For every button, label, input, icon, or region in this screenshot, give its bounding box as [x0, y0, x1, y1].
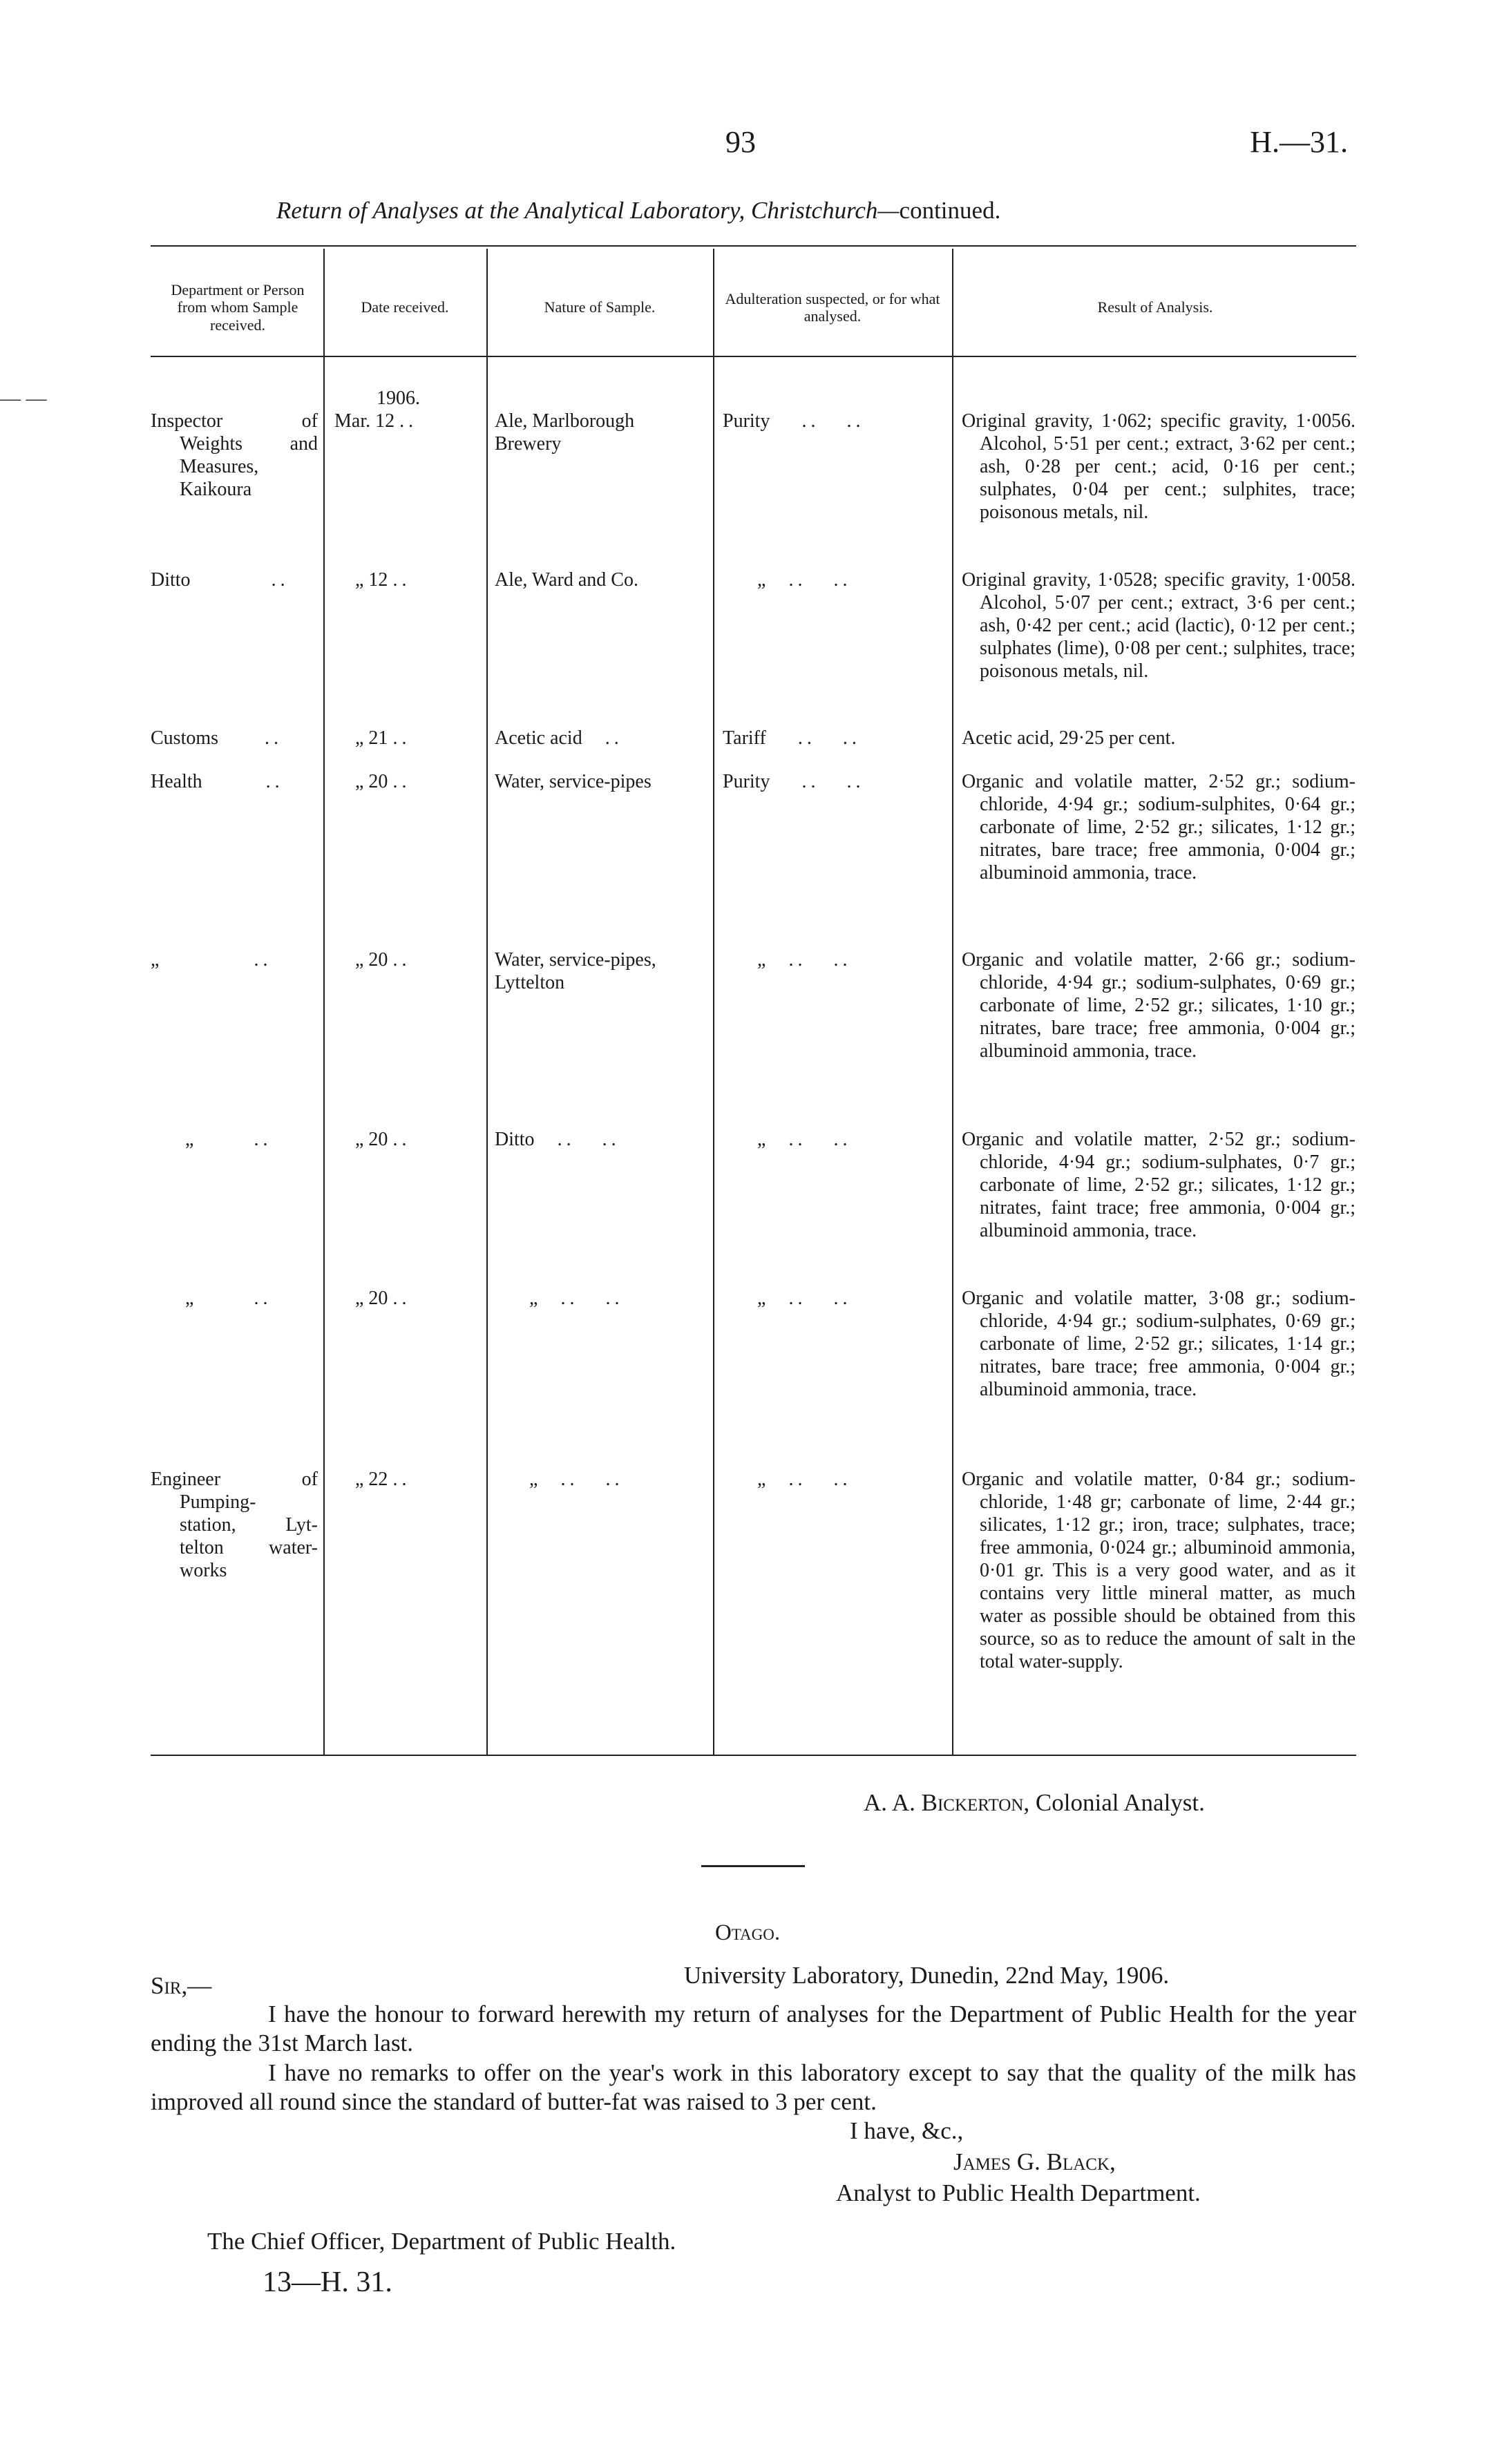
table-row-nature: Ale, Ward and Co. — [495, 569, 638, 591]
table-row-purpose: „ .. .. — [757, 1469, 852, 1490]
letter-signer-title: Analyst to Public Health Department. — [836, 2179, 1201, 2206]
table-row-dept: Health .. — [151, 771, 284, 792]
table-row-purpose: „ .. .. — [757, 949, 852, 971]
title-main: Return of Analyses at the Analytical Laboratory, Christchurch— — [276, 197, 900, 224]
letter-closing: I have, &c., — [850, 2117, 964, 2144]
letter-addressee: The Chief Officer, Department of Public Health. — [207, 2228, 676, 2255]
column-divider — [323, 249, 325, 1755]
letter-heading: Otago. — [715, 1920, 781, 1945]
table-row-purpose: „ .. .. — [757, 1288, 852, 1309]
title-continued: continued. — [899, 197, 1001, 224]
col-header-department: Department or Person from whom Sample received. — [171, 281, 305, 334]
table-row-dept: „ .. — [185, 1129, 272, 1150]
table-row-dept: Ditto .. — [151, 569, 289, 591]
section-divider — [701, 1865, 805, 1867]
column-divider — [952, 249, 953, 1755]
table-row-date: Mar. 12 .. — [334, 410, 418, 432]
table-row-date: „ 20 .. — [355, 1288, 411, 1309]
table-row-date: „ 20 .. — [355, 949, 411, 971]
table-row-date: „ 21 .. — [355, 727, 411, 749]
letter-signer: James G. Black, — [953, 2148, 1116, 2175]
letter-paragraph: I have no remarks to offer on the year's work in this laboratory except to say that the quality of the milk has improved all round since the standard of butter-fat was raised to 3 per cent. — [151, 2059, 1356, 2115]
table-row-dept: „ .. — [185, 1288, 272, 1309]
table-row-result: Organic and volatile matter, 3·08 gr.; sodium-chloride, 4·94 gr.; sodium-sulphates, 0·69 gr.; carbonate of lime, 2·52 gr.; silicates, 1·14 gr.; nitrates, bare trace; free ammonia, 0·004 gr.; albuminoid ammonia, trace. — [962, 1288, 1356, 1400]
col-header-date: Date received. — [361, 298, 449, 316]
table-title — [276, 197, 1244, 225]
letter-salutation: Sir,— — [151, 1972, 212, 1999]
column-divider — [713, 249, 714, 1755]
table-row-result: Organic and volatile matter, 2·66 gr.; sodium-chloride, 4·94 gr.; sodium-sulphates, 0·69 gr.; carbonate of lime, 2·52 gr.; silicates, 1·10 gr.; nitrates, bare trace; free ammonia, 0·004 gr.; albuminoid ammonia, trace. — [962, 949, 1356, 1062]
header-bottom-rule — [151, 356, 1356, 357]
table-row-nature: Acetic acid .. — [495, 727, 623, 749]
table-row-date: „ 20 .. — [355, 1129, 411, 1150]
document-reference: 13—H. 31. — [263, 2266, 392, 2298]
table-row-date: „ 22 .. — [355, 1469, 411, 1490]
table-row-nature: Water, service-pipes, Lyttelton — [495, 949, 656, 993]
letter-paragraph: I have the honour to forward herewith my return of analyses for the Department of Public Health for the year ending the 31st March last. — [151, 2000, 1356, 2056]
table-row-purpose: Tariff .. .. — [723, 727, 861, 749]
table-row-nature: Ditto .. .. — [495, 1129, 620, 1150]
table-row-result: Organic and volatile matter, 2·52 gr.; sodium-chloride, 4·94 gr.; sodium-sulphates, 0·7 gr.; carbonate of lime, 2·52 gr.; silicates, 1·12 gr.; nitrates, faint trace; free ammonia, 0·004 gr.; albuminoid ammonia, trace. — [962, 1129, 1356, 1241]
col-header-result: Result of Analysis. — [1097, 298, 1213, 316]
col-header-adulteration: Adulteration suspected, or for what analysed. — [725, 289, 940, 325]
table-row-result: Original gravity, 1·062; specific gravity, 1·0056. Alcohol, 5·51 per cent.; extract, 3·62 per cent.; ash, 0·28 per cent.; acid, 0·16 per cent.; sulphates, 0·04 per cent.; sulphites, trace; poisonous metals, nil. — [962, 410, 1356, 523]
table-row-dept: Engineer of Pumping- station, Lyt- telton water- works — [151, 1469, 318, 1581]
table-row-date: „ 20 .. — [355, 771, 411, 792]
column-divider — [486, 249, 488, 1755]
table-row-purpose: Purity .. .. — [723, 771, 865, 792]
table-row-result: Acetic acid, 29·25 per cent. — [962, 727, 1176, 749]
col-header-nature: Nature of Sample. — [544, 298, 656, 316]
table-row-result: Organic and volatile matter, 0·84 gr.; sodium-chloride, 1·48 gr; carbonate of lime, 2·44 gr.; silicates, 1·12 gr.; iron, trace; sulphates, trace; free ammonia, 0·024 gr.; albuminoid ammonia, 0·01 gr. This is a very good water, and as it contains very little mineral matter, as much water as possible should be obtained from this source, so as to reduce the amount of salt in the total water-supply. — [962, 1469, 1356, 1672]
table-bottom-rule — [151, 1755, 1356, 1756]
table-row-dept: „ .. — [151, 949, 272, 971]
margin-mark: — — — [0, 387, 47, 410]
table-row-nature: Ale, Marlborough Brewery — [495, 410, 635, 455]
table-row-dept: Inspector of Weights and Measures, Kaikoura — [151, 410, 318, 500]
table-row-nature: „ .. .. — [529, 1469, 624, 1490]
table-row-dept: Customs .. — [151, 727, 283, 749]
analyst-signature: A. A. Bickerton, Colonial Analyst. — [864, 1789, 1205, 1816]
page-number: 93 — [725, 125, 756, 159]
letter-dateline: University Laboratory, Dunedin, 22nd May, 1906. — [684, 1962, 1170, 1989]
table-row-purpose: Purity .. .. — [723, 410, 865, 432]
year-label: 1906. — [377, 388, 420, 409]
table-row-date: „ 12 .. — [355, 569, 411, 591]
table-row-purpose: „ .. .. — [757, 1129, 852, 1150]
table-row-result: Original gravity, 1·0528; specific gravity, 1·0058. Alcohol, 5·07 per cent.; extract, 3·6 per cent.; ash, 0·42 per cent.; acid (lactic), 0·12 per cent.; sulphates (lime), 0·08 per cent.; sulphites, trace; poisonous metals, nil. — [962, 569, 1356, 682]
table-row-nature: Water, service-pipes — [495, 771, 652, 792]
table-row-nature: „ .. .. — [529, 1288, 624, 1309]
table-row-purpose: „ .. .. — [757, 569, 852, 591]
table-top-rule — [151, 245, 1356, 247]
series-code: H.—31. — [1250, 125, 1348, 159]
table-row-result: Organic and volatile matter, 2·52 gr.; sodium-chloride, 4·94 gr.; sodium-sulphites, 0·64 gr.; carbonate of lime, 2·52 gr.; silicates, 1·12 gr.; nitrates, bare trace; free ammonia, 0·004 gr.; albuminoid ammonia, trace. — [962, 771, 1356, 884]
